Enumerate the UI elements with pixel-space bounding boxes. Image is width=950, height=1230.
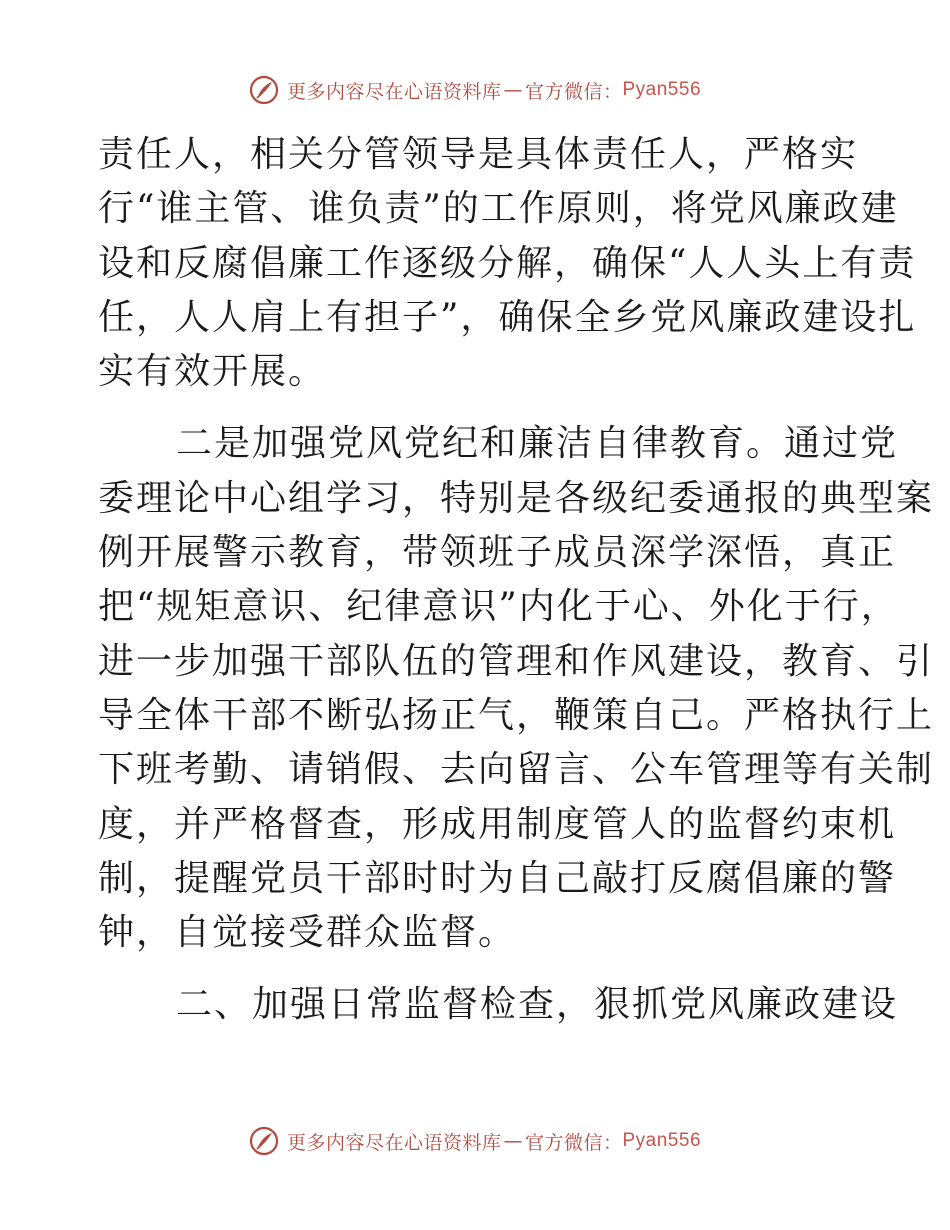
header-wechat-id: Pyan556	[622, 79, 702, 100]
text-line: 进一步加强干部队伍的管理和作风建设，教育、引	[98, 640, 935, 682]
text-line: 导全体干部不断弘扬正气，鞭策自己。严格执行上	[98, 694, 935, 736]
text-line: 制，提醒党员干部时时为自己敲打反腐倡廉的警	[98, 857, 897, 899]
text-line: 责任人，相关分管领导是具体责任人，严格实	[98, 134, 859, 175]
footer-site-text: 更多内容尽在心语资料库	[286, 1131, 502, 1154]
text-line: 任，人人肩上有担子”，确保全乡党风廉政建设扎	[98, 296, 917, 338]
text-line: 把“规矩意识、纪律意识”内化于心、外化于行，	[98, 586, 899, 628]
text-line: 行“谁主管、谁负责”的工作原则，将党风廉政建	[98, 188, 899, 230]
paragraph	[98, 417, 935, 960]
text-line: 下班考勤、请销假、去向留言、公车管理等有关制	[98, 749, 935, 791]
paragraph	[98, 978, 899, 1032]
text-line: 钟，自觉接受群众监督。	[98, 912, 517, 954]
footer-banner	[0, 1121, 950, 1161]
header-site-text: 更多内容尽在心语资料库	[286, 80, 502, 103]
header-banner	[0, 70, 950, 110]
text-line: 设和反腐倡廉工作逐级分解，确保“人人头上有责	[98, 242, 917, 284]
footer-wechat-id: Pyan556	[622, 1130, 702, 1151]
text-line: 委理论中心组学习，特别是各级纪委通报的典型案	[98, 477, 935, 519]
text-line: 度，并严格督查，形成用制度管人的监督约束机	[98, 803, 897, 845]
text-line: 二是加强党风党纪和廉洁自律教育。通过党	[176, 423, 899, 465]
header-dash: —	[503, 79, 523, 101]
header-wechat-label: 官方微信：	[524, 80, 623, 103]
quill-logo-icon	[249, 75, 279, 105]
section-heading: 二、加强日常监督检查，狠抓党风廉政建设	[176, 984, 899, 1026]
quill-logo-icon	[249, 1126, 279, 1156]
document-body	[98, 128, 935, 1033]
text-line: 例开展警示教育，带领班子成员深学深悟，真正	[98, 532, 897, 574]
paragraph	[98, 128, 917, 399]
footer-wechat-label: 官方微信：	[524, 1131, 623, 1154]
text-line: 实有效开展。	[98, 351, 327, 393]
footer-dash: —	[503, 1130, 523, 1152]
